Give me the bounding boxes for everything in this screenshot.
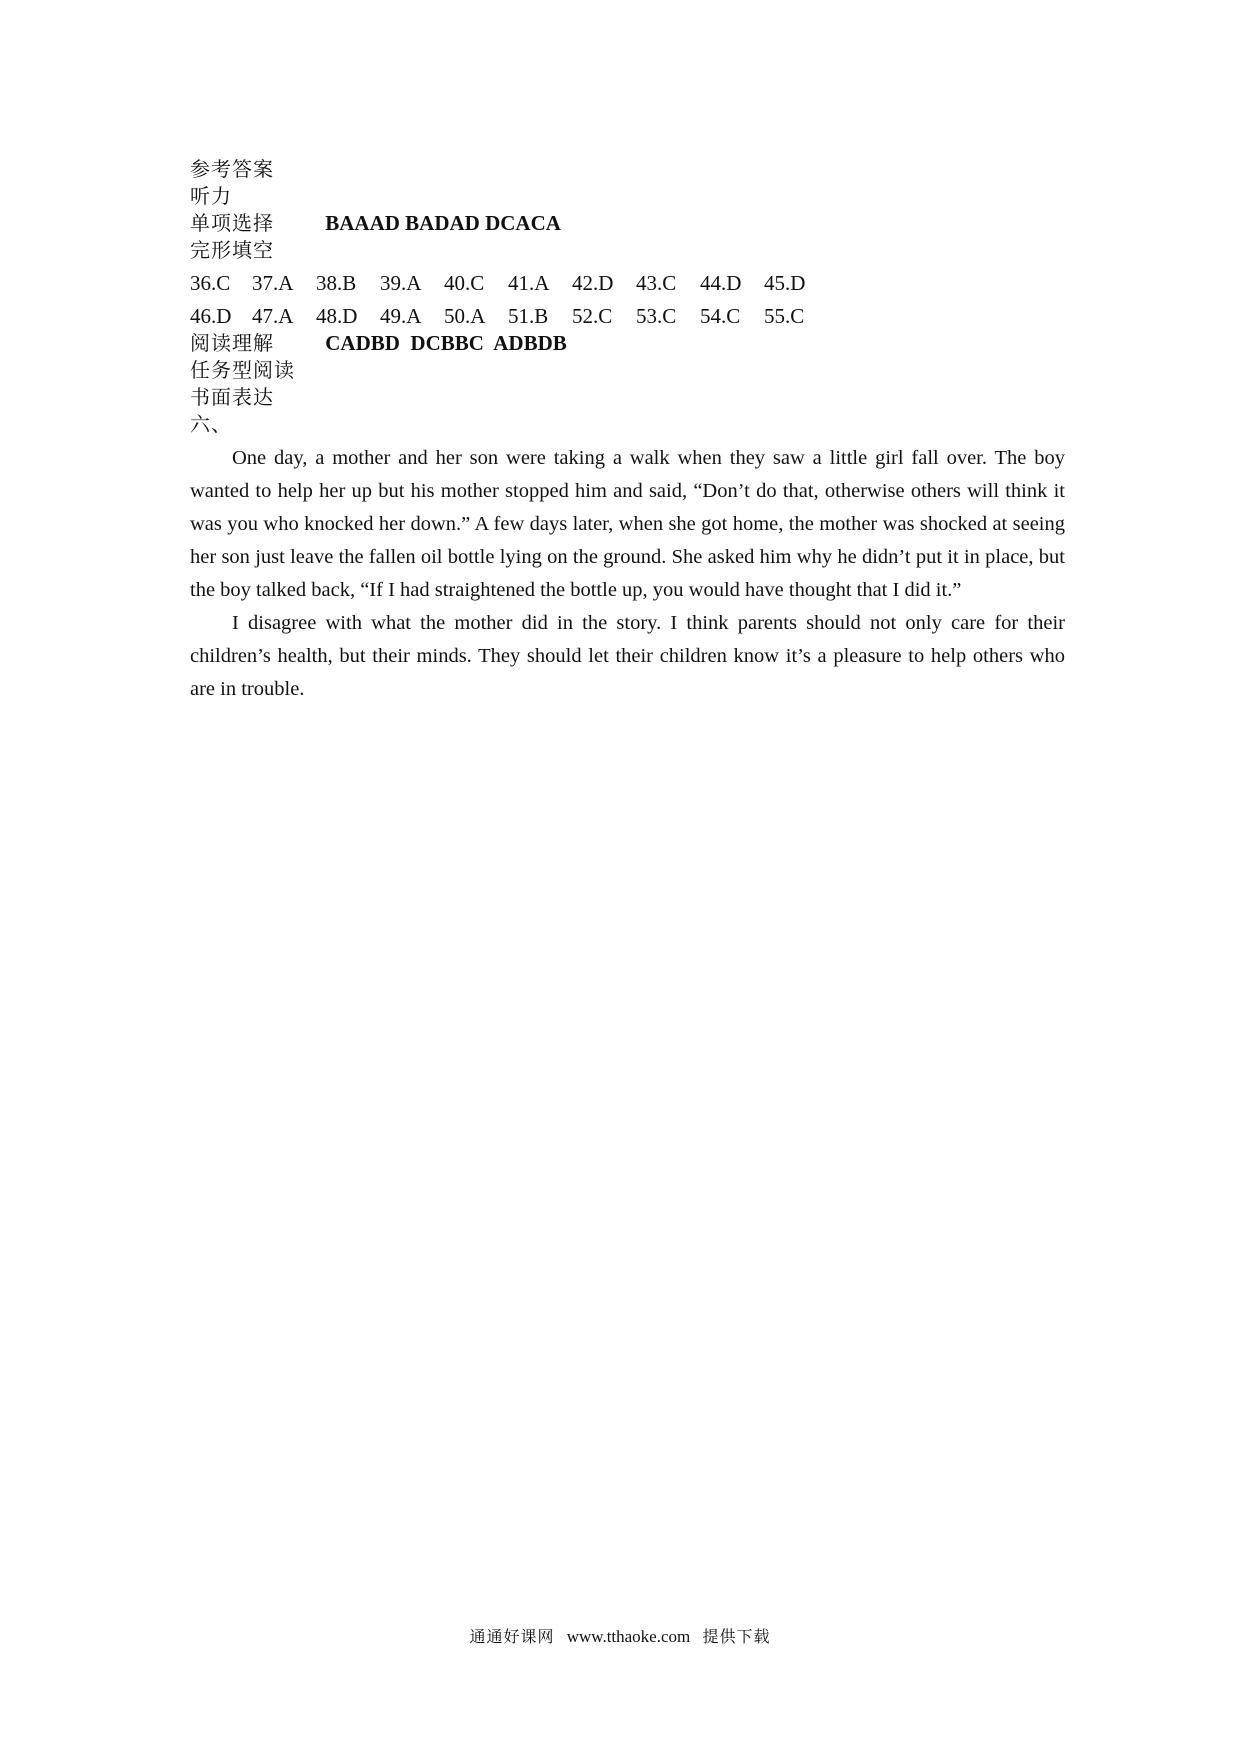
cloze-answer: 54.C [700,304,741,328]
writing-label: 书面表达 [190,385,274,409]
cloze-answer: 39.A [380,271,422,295]
cloze-answer: 46.D [190,304,232,328]
essay-paragraph-2: I disagree with what the mother did in the story. I think parents should not only care for their children’s health, but their minds. They should let their children know it’s a pleasure to help others who are in trouble. [190,612,1065,700]
cloze-answer: 50.A [444,304,486,328]
section-six-label: 六、 [190,412,232,436]
reading-label: 阅读理解 [190,331,274,355]
footer-download-text: 提供下载 [702,1627,771,1646]
cloze-label: 完形填空 [190,238,274,262]
footer-url[interactable]: www.tthaoke.com [566,1627,691,1646]
cloze-answer: 52.C [572,304,613,328]
answer-key-title: 参考答案 [190,157,274,181]
cloze-answer: 48.D [316,304,358,328]
cloze-answer: 37.A [252,271,294,295]
page-footer [0,1625,1240,1649]
cloze-answers-row-1 [190,270,1065,297]
essay-passage [190,442,1065,706]
single-choice-label: 单项选择 [190,211,274,235]
single-choice-answers: BAAAD BADAD DCACA [325,211,561,235]
cloze-answer: 38.B [316,271,357,295]
cloze-answer: 53.C [636,304,677,328]
answer-key-section [190,156,1065,706]
cloze-answer: 36.C [190,271,231,295]
cloze-answer: 40.C [444,271,485,295]
task-reading-label: 任务型阅读 [190,358,295,382]
footer-site-name: 通通好课网 [469,1627,555,1646]
reading-answers: CADBD DCBBC ADBDB [325,331,567,355]
single-choice-row [190,210,1065,237]
cloze-answer: 43.C [636,271,677,295]
cloze-answer: 55.C [764,304,805,328]
essay-paragraph-1: One day, a mother and her son were taking a walk when they saw a little girl fall over. The boy wanted to help her up but his mother stopped him and said, “Don’t do that, otherwise others will think it was you who knocked her down.” A few days later, when she got home, the mother was shocked at seeing her son just leave the fallen oil bottle lying on the ground. She asked him why he didn’t put it in place, but the boy talked back, “If I had straightened the bottle up, you would have thought that I did it.” [190,447,1065,601]
cloze-answer: 49.A [380,304,422,328]
cloze-answer: 47.A [252,304,294,328]
cloze-answers-row-2 [190,303,1065,330]
reading-row [190,330,1065,357]
cloze-answer: 51.B [508,304,549,328]
listening-label: 听力 [190,184,232,208]
cloze-answer: 42.D [572,271,614,295]
cloze-answer: 41.A [508,271,550,295]
cloze-answer: 44.D [700,271,742,295]
cloze-answer: 45.D [764,271,806,295]
